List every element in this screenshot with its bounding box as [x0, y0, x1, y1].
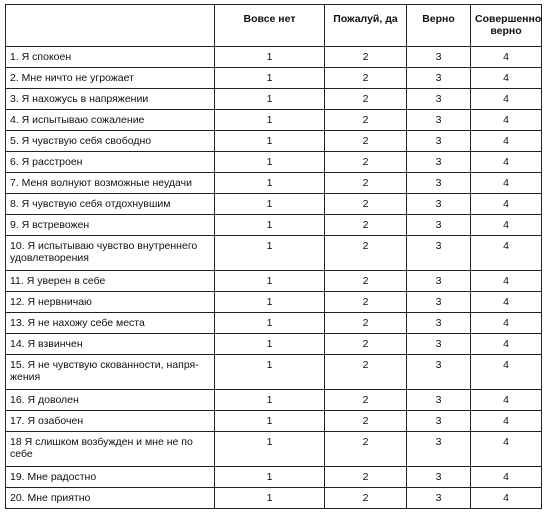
score-cell: 4 — [471, 292, 542, 313]
score-cell: 1 — [215, 488, 325, 509]
table-row — [6, 390, 542, 411]
score-cell: 4 — [471, 131, 542, 152]
score-cell: 1 — [215, 68, 325, 89]
score-cell: 2 — [325, 467, 407, 488]
score-cell: 3 — [407, 390, 471, 411]
score-cell: 4 — [471, 89, 542, 110]
score-cell: 1 — [215, 152, 325, 173]
table-row — [6, 467, 542, 488]
score-cell: 3 — [407, 411, 471, 432]
score-cell: 2 — [325, 271, 407, 292]
score-cell: 4 — [471, 271, 542, 292]
score-cell: 4 — [471, 467, 542, 488]
header-cell-statement — [6, 5, 215, 47]
score-cell: 4 — [471, 152, 542, 173]
statement-cell: 13. Я не нахожу себе места — [6, 313, 215, 334]
score-cell: 1 — [215, 390, 325, 411]
score-cell: 3 — [407, 271, 471, 292]
score-cell: 2 — [325, 68, 407, 89]
table-row — [6, 131, 542, 152]
score-cell: 1 — [215, 292, 325, 313]
score-cell: 2 — [325, 194, 407, 215]
score-cell: 4 — [471, 236, 542, 271]
table-row — [6, 194, 542, 215]
table-row — [6, 355, 542, 390]
score-cell: 3 — [407, 194, 471, 215]
statement-cell: 12. Я нервничаю — [6, 292, 215, 313]
score-cell: 1 — [215, 432, 325, 467]
statement-cell: 3. Я нахожусь в напряжении — [6, 89, 215, 110]
score-cell: 4 — [471, 215, 542, 236]
score-cell: 4 — [471, 355, 542, 390]
statement-cell: 18 Я слишком возбужден и мне не по себе — [6, 432, 215, 467]
score-cell: 3 — [407, 432, 471, 467]
score-cell: 3 — [407, 152, 471, 173]
score-cell: 4 — [471, 488, 542, 509]
score-cell: 1 — [215, 355, 325, 390]
score-cell: 3 — [407, 313, 471, 334]
table-row — [6, 236, 542, 271]
statement-cell: 10. Я испытываю чувство внутреннего удовлетворения — [6, 236, 215, 271]
statement-cell: 14. Я взвинчен — [6, 334, 215, 355]
table-row — [6, 411, 542, 432]
statement-cell: 17. Я озабочен — [6, 411, 215, 432]
statement-cell: 5. Я чувствую себя свободно — [6, 131, 215, 152]
header-cell-not-at-all: Вовсе нет — [215, 5, 325, 47]
score-cell: 3 — [407, 292, 471, 313]
score-cell: 1 — [215, 313, 325, 334]
table-row — [6, 173, 542, 194]
score-cell: 1 — [215, 194, 325, 215]
table-row — [6, 488, 542, 509]
score-cell: 4 — [471, 411, 542, 432]
statement-cell: 7. Меня волнуют возможные неудачи — [6, 173, 215, 194]
score-cell: 1 — [215, 271, 325, 292]
score-cell: 3 — [407, 215, 471, 236]
header-cell-completely-true: Совершенно верно — [471, 5, 542, 47]
score-cell: 2 — [325, 236, 407, 271]
statement-cell: 20. Мне приятно — [6, 488, 215, 509]
header-cell-perhaps-yes: Пожалуй, да — [325, 5, 407, 47]
score-cell: 2 — [325, 110, 407, 131]
score-cell: 3 — [407, 110, 471, 131]
score-cell: 3 — [407, 131, 471, 152]
statement-cell: 6. Я расстроен — [6, 152, 215, 173]
score-cell: 2 — [325, 334, 407, 355]
score-cell: 1 — [215, 110, 325, 131]
table-row — [6, 110, 542, 131]
score-cell: 2 — [325, 215, 407, 236]
score-cell: 3 — [407, 467, 471, 488]
score-cell: 3 — [407, 68, 471, 89]
statement-cell: 2. Мне ничто не угрожает — [6, 68, 215, 89]
score-cell: 4 — [471, 47, 542, 68]
statement-cell: 9. Я встревожен — [6, 215, 215, 236]
table-row — [6, 215, 542, 236]
statement-cell: 1. Я спокоен — [6, 47, 215, 68]
score-cell: 3 — [407, 355, 471, 390]
score-cell: 4 — [471, 313, 542, 334]
statement-cell: 4. Я испытываю сожаление — [6, 110, 215, 131]
score-cell: 3 — [407, 89, 471, 110]
questionnaire-table — [5, 4, 542, 509]
score-cell: 2 — [325, 355, 407, 390]
table-row — [6, 68, 542, 89]
score-cell: 4 — [471, 390, 542, 411]
score-cell: 3 — [407, 488, 471, 509]
score-cell: 1 — [215, 236, 325, 271]
score-cell: 1 — [215, 173, 325, 194]
score-cell: 3 — [407, 173, 471, 194]
score-cell: 2 — [325, 152, 407, 173]
score-cell: 4 — [471, 68, 542, 89]
table-row — [6, 152, 542, 173]
score-cell: 1 — [215, 411, 325, 432]
score-cell: 2 — [325, 488, 407, 509]
score-cell: 1 — [215, 47, 325, 68]
score-cell: 2 — [325, 292, 407, 313]
header-cell-true: Верно — [407, 5, 471, 47]
score-cell: 1 — [215, 334, 325, 355]
statement-cell: 16. Я доволен — [6, 390, 215, 411]
score-cell: 3 — [407, 334, 471, 355]
table-row — [6, 47, 542, 68]
score-cell: 2 — [325, 432, 407, 467]
statement-cell: 15. Я не чувствую скованности, напряжения — [6, 355, 215, 390]
score-cell: 2 — [325, 173, 407, 194]
score-cell: 2 — [325, 390, 407, 411]
score-cell: 4 — [471, 194, 542, 215]
table-row — [6, 313, 542, 334]
table-row — [6, 292, 542, 313]
table-row — [6, 432, 542, 467]
score-cell: 1 — [215, 215, 325, 236]
table-body — [6, 47, 542, 509]
score-cell: 1 — [215, 89, 325, 110]
statement-cell: 19. Мне радостно — [6, 467, 215, 488]
table-row — [6, 334, 542, 355]
header-row — [6, 5, 542, 47]
score-cell: 2 — [325, 313, 407, 334]
score-cell: 4 — [471, 110, 542, 131]
score-cell: 1 — [215, 467, 325, 488]
table-row — [6, 271, 542, 292]
score-cell: 1 — [215, 131, 325, 152]
score-cell: 4 — [471, 173, 542, 194]
statement-cell: 8. Я чувствую себя отдохнувшим — [6, 194, 215, 215]
score-cell: 4 — [471, 432, 542, 467]
score-cell: 2 — [325, 411, 407, 432]
score-cell: 4 — [471, 334, 542, 355]
score-cell: 3 — [407, 47, 471, 68]
score-cell: 2 — [325, 131, 407, 152]
score-cell: 2 — [325, 47, 407, 68]
score-cell: 3 — [407, 236, 471, 271]
table-row — [6, 89, 542, 110]
statement-cell: 11. Я уверен в себе — [6, 271, 215, 292]
score-cell: 2 — [325, 89, 407, 110]
